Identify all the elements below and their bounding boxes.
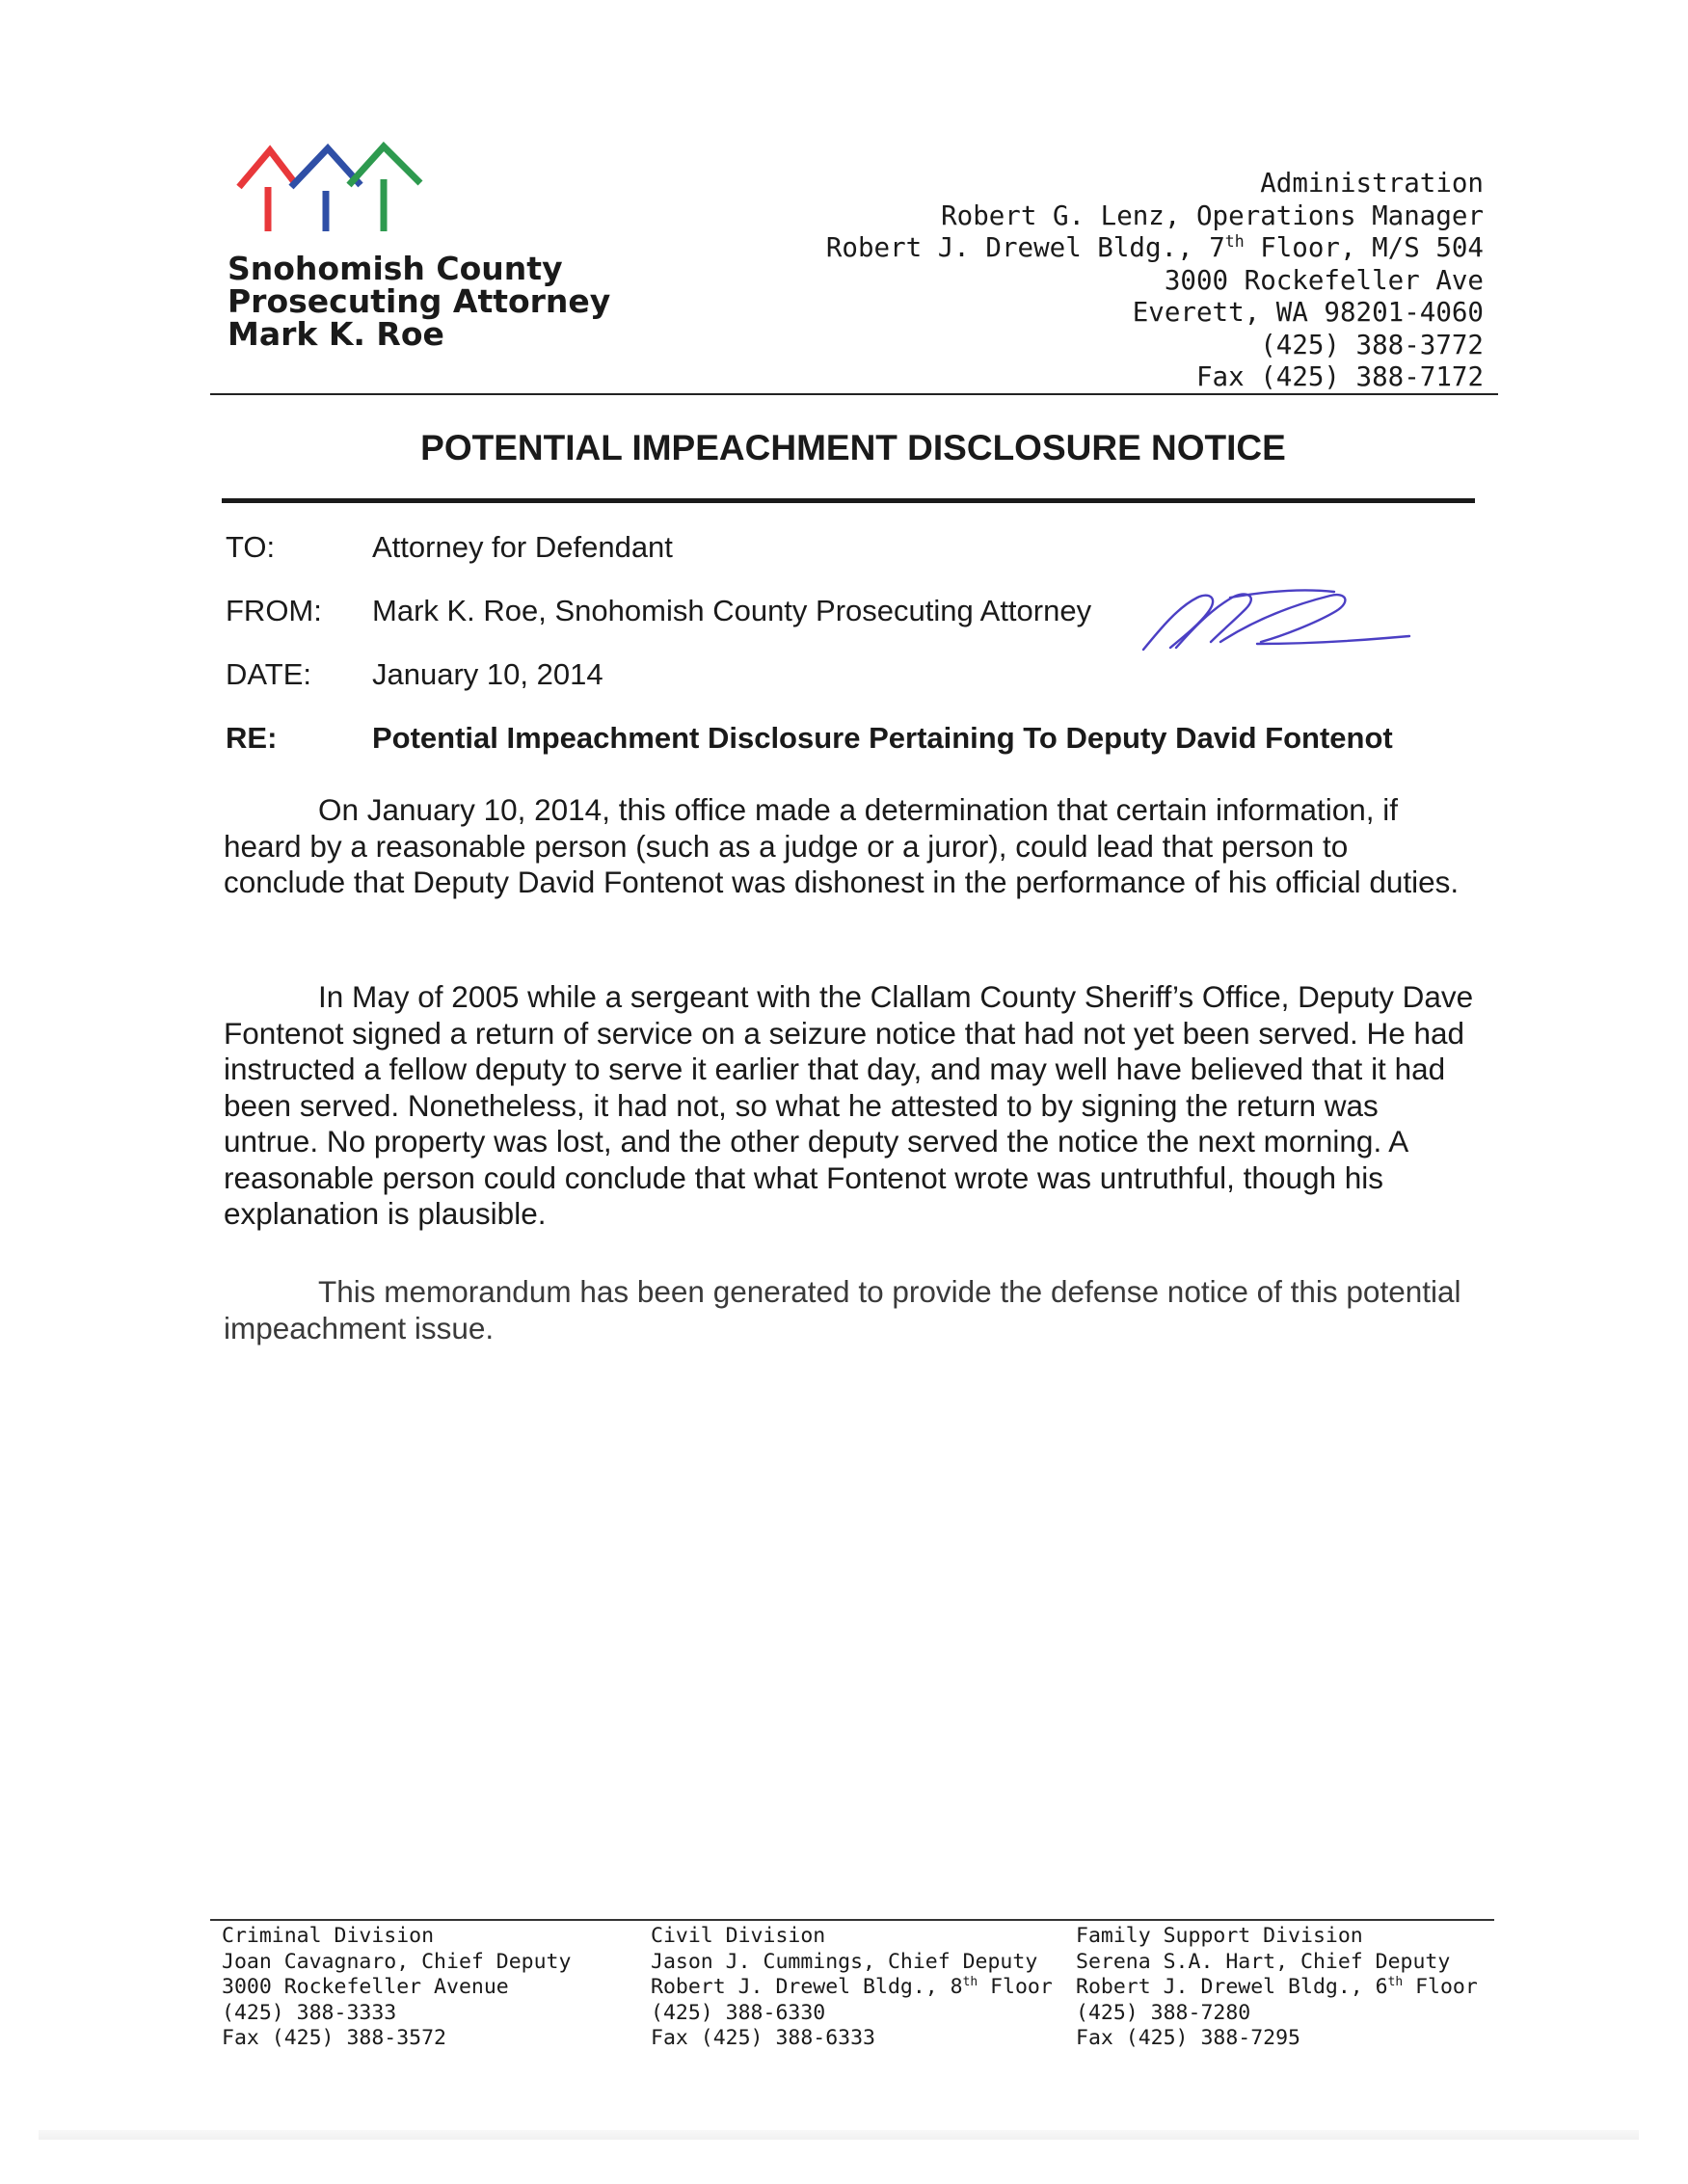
org-name [228, 250, 611, 353]
from-label: FROM: [226, 594, 322, 627]
division-name: Criminal Division [222, 1924, 435, 1948]
admin-manager: Robert G. Lenz, Operations Manager [941, 200, 1484, 231]
division-name: Family Support Division [1076, 1924, 1363, 1948]
org-name-line: Mark K. Roe [228, 315, 444, 353]
paragraph-text: On January 10, 2014, this office made a determination that certain information, if heard by a reasonable person (such as a judge or a juror), could lead that person to conclude that Deputy David Fontenot was dishonest in the performance of his official duties. [224, 792, 1460, 899]
paragraph-text: This memorandum has been generated to provide the defense notice of this potential impeachment issue. [224, 1274, 1461, 1345]
title-divider [222, 498, 1475, 503]
to-value: Attorney for Defendant [372, 530, 673, 564]
notice-title: POTENTIAL IMPEACHMENT DISCLOSURE NOTICE [420, 428, 1286, 467]
admin-phone: (425) 388-3772 [1260, 329, 1484, 360]
to-label: TO: [226, 530, 276, 564]
body-paragraph [224, 979, 1477, 1233]
division-name: Civil Division [651, 1924, 826, 1948]
chief-deputy: Joan Cavagnaro, Chief Deputy [222, 1949, 572, 1974]
admin-address-block [826, 168, 1484, 394]
scan-edge-shadow [39, 2130, 1639, 2140]
division-phone: (425) 388-6330 [651, 2000, 826, 2025]
division-phone: (425) 388-7280 [1076, 2000, 1251, 2025]
from-value: Mark K. Roe, Snohomish County Prosecuting Attorney [372, 594, 1092, 627]
footer-divider [210, 1919, 1494, 1921]
org-name-line: Snohomish County [228, 250, 563, 287]
division-fax: Fax (425) 388-7295 [1076, 2026, 1300, 2050]
division-fax: Fax (425) 388-3572 [222, 2026, 446, 2050]
re-label: RE: [226, 721, 278, 755]
footer-criminal-division [222, 1924, 571, 2052]
county-logo-arrows-icon [235, 141, 424, 233]
chief-deputy: Serena S.A. Hart, Chief Deputy [1076, 1949, 1451, 1974]
body-paragraph [224, 1274, 1477, 1346]
org-name-line: Prosecuting Attorney [228, 282, 611, 320]
chief-deputy: Jason J. Cummings, Chief Deputy [651, 1949, 1038, 1974]
footer-civil-division [651, 1924, 1053, 2052]
division-address: Robert J. Drewel Bldg., 6th Floor [1076, 1974, 1478, 1999]
date-label: DATE: [226, 657, 311, 691]
division-phone: (425) 388-3333 [222, 2000, 397, 2025]
body-paragraph [224, 792, 1477, 901]
division-address: 3000 Rockefeller Avenue [222, 1975, 509, 1999]
paragraph-text: In May of 2005 while a sergeant with the Clallam County Sheriff’s Office, Deputy Dave Fontenot signed a return of service on a seizure notice that had not yet been served. He had instructed a fellow deputy to serve it earlier that day, and may well have believed that it had been served. Nonetheless, it had not, so what he attested to by signing the return was untrue. No property was lost, and the other deputy served the notice the next morning. A reasonable person could conclude that what Fontenot wrote was untruthful, though his explanation is plausible. [224, 979, 1474, 1231]
handwritten-signature-icon [1138, 582, 1417, 659]
division-fax: Fax (425) 388-6333 [651, 2026, 875, 2050]
division-address: Robert J. Drewel Bldg., 8th Floor [651, 1974, 1053, 1999]
admin-title: Administration [1260, 168, 1484, 199]
admin-fax: Fax (425) 388-7172 [1195, 361, 1484, 392]
admin-building: Robert J. Drewel Bldg., 7th Floor, M/S 504 [825, 231, 1484, 263]
re-value: Potential Impeachment Disclosure Pertaining To Deputy David Fontenot [372, 721, 1393, 755]
footer-family-support-division [1076, 1924, 1478, 2052]
admin-street: 3000 Rockefeller Ave [1164, 264, 1484, 296]
admin-city: Everett, WA 98201-4060 [1132, 297, 1484, 328]
date-value: January 10, 2014 [372, 657, 603, 691]
header-divider [210, 393, 1498, 395]
